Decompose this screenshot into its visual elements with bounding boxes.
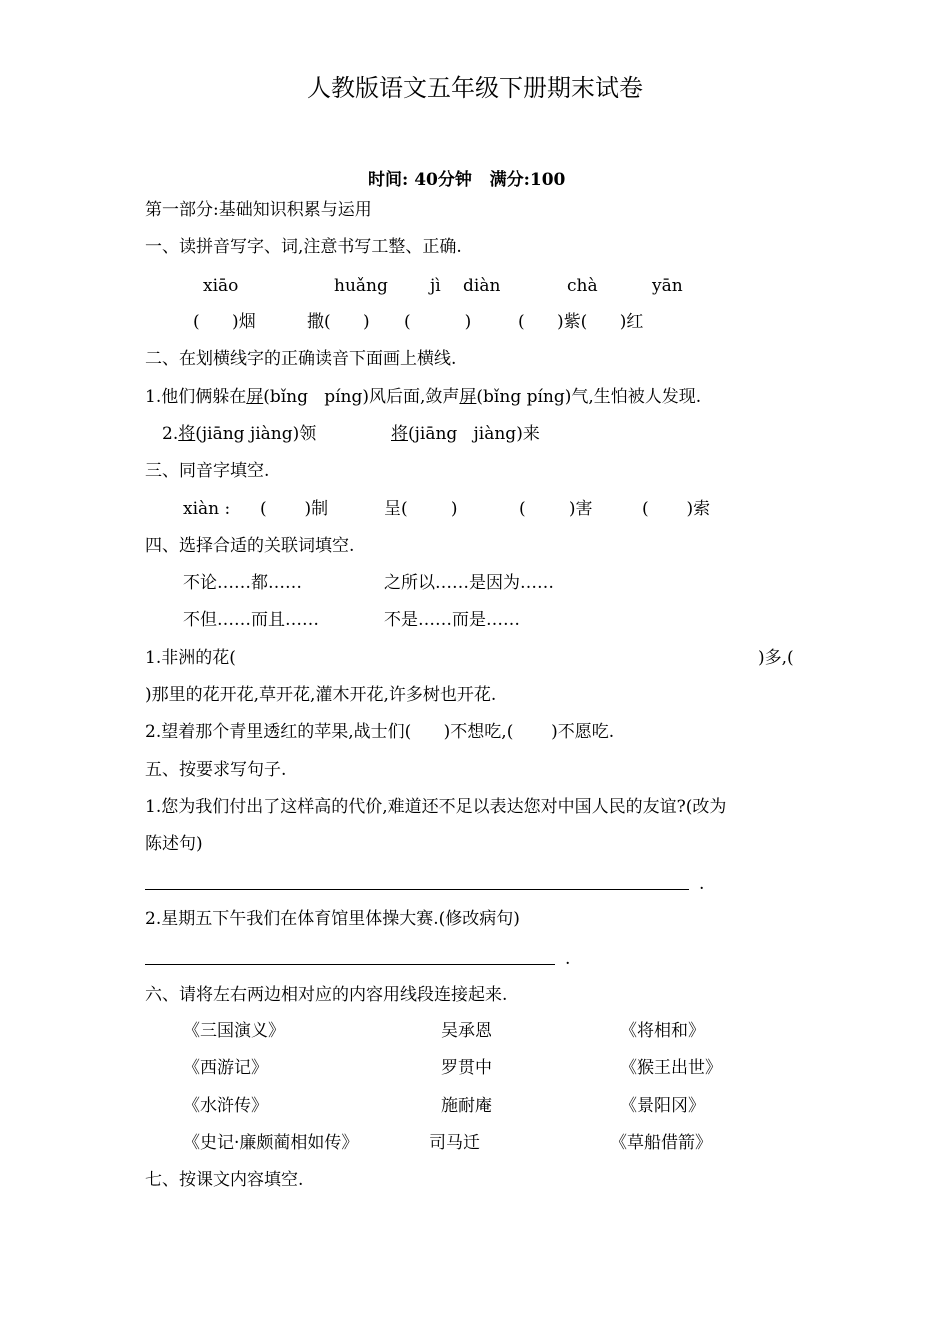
q5-sentence-1a: 1.您为我们付出了这样高的代价,难道还不足以表达您对中国人民的友谊?(改为 (145, 797, 727, 817)
q4-sentence-1b: )多,( (758, 648, 794, 668)
book-right-3: 《景阳冈》 (620, 1096, 705, 1116)
author-1: 吴承恩 (441, 1021, 492, 1041)
q1-blank-2: 撒( ) (307, 312, 370, 332)
q3-blank-1: ( )制 (260, 499, 329, 519)
q4-heading: 四、选择合适的关联词填空. (145, 536, 355, 556)
author-3: 施耐庵 (441, 1096, 492, 1116)
q2-line-2: 2.将(jiāng jiàng)领 (162, 424, 317, 444)
q7-heading: 七、按课文内容填空. (145, 1170, 304, 1190)
q2-heading: 二、在划横线字的正确读音下面画上横线. (145, 349, 457, 369)
conjunction-2: 之所以……是因为…… (384, 573, 554, 593)
q3-blank-4: ( )索 (642, 499, 711, 519)
author-4: 司马迁 (429, 1133, 480, 1153)
author-2: 罗贯中 (441, 1058, 492, 1078)
part-one-heading: 第一部分:基础知识积累与运用 (145, 200, 372, 220)
pinyin-5: chà (567, 276, 598, 296)
q3-blank-3: ( )害 (519, 499, 593, 519)
conjunction-1: 不论……都…… (183, 573, 302, 593)
q4-sentence-1a: 1.非洲的花( (145, 648, 236, 668)
q5-heading: 五、按要求写句子. (145, 760, 287, 780)
q6-heading: 六、请将左右两边相对应的内容用线段连接起来. (145, 985, 508, 1005)
q1-heading: 一、读拼音写字、词,注意书写工整、正确. (145, 237, 462, 257)
book-left-3: 《水浒传》 (183, 1096, 268, 1116)
conjunction-4: 不是……而是…… (384, 610, 520, 630)
answer-line-1-period: . (699, 874, 705, 894)
q3-pinyin: xiàn : (183, 499, 231, 519)
pinyin-6: yān (652, 276, 683, 296)
conjunction-3: 不但……而且…… (183, 610, 319, 630)
book-left-1: 《三国演义》 (183, 1021, 285, 1041)
q4-sentence-2: 2.望着那个青里透红的苹果,战士们( )不想吃,( )不愿吃. (145, 722, 615, 742)
book-right-2: 《猴王出世》 (620, 1058, 722, 1078)
q1-blank-3: ( ) (404, 312, 472, 332)
book-left-4: 《史记·廉颇蔺相如传》 (183, 1133, 359, 1153)
book-right-1: 《将相和》 (620, 1021, 705, 1041)
page-title: 人教版语文五年级下册期末试卷 (307, 74, 643, 102)
pinyin-2: huǎng (334, 276, 388, 296)
answer-line-1[interactable] (145, 889, 689, 890)
answer-line-2[interactable] (145, 964, 555, 965)
q1-blank-1: ( )烟 (193, 312, 256, 332)
q5-sentence-1b: 陈述句) (145, 834, 203, 854)
q5-sentence-2: 2.星期五下午我们在体育馆里体操大赛.(修改病句) (145, 909, 520, 929)
answer-line-2-period: . (565, 949, 571, 969)
book-right-4: 《草船借箭》 (610, 1133, 712, 1153)
book-left-2: 《西游记》 (183, 1058, 268, 1078)
q2-line-2b: 将(jiāng jiàng)来 (391, 424, 540, 444)
q1-blank-4: ( )紫( )红 (518, 312, 644, 332)
q3-blank-2: 呈( ) (384, 499, 458, 519)
q2-line-1: 1.他们俩躲在屏(bǐng píng)风后面,敛声屏(bǐng píng)气,生怕被人发现. (145, 387, 702, 407)
q3-heading: 三、同音字填空. (145, 461, 270, 481)
exam-meta: 时间: 40分钟 满分:100 (368, 170, 566, 190)
pinyin-3: jì (430, 276, 441, 296)
q4-sentence-1c: )那里的花开花,草开花,灌木开花,许多树也开花. (145, 685, 497, 705)
pinyin-4: diàn (463, 276, 501, 296)
pinyin-1: xiāo (203, 276, 239, 296)
